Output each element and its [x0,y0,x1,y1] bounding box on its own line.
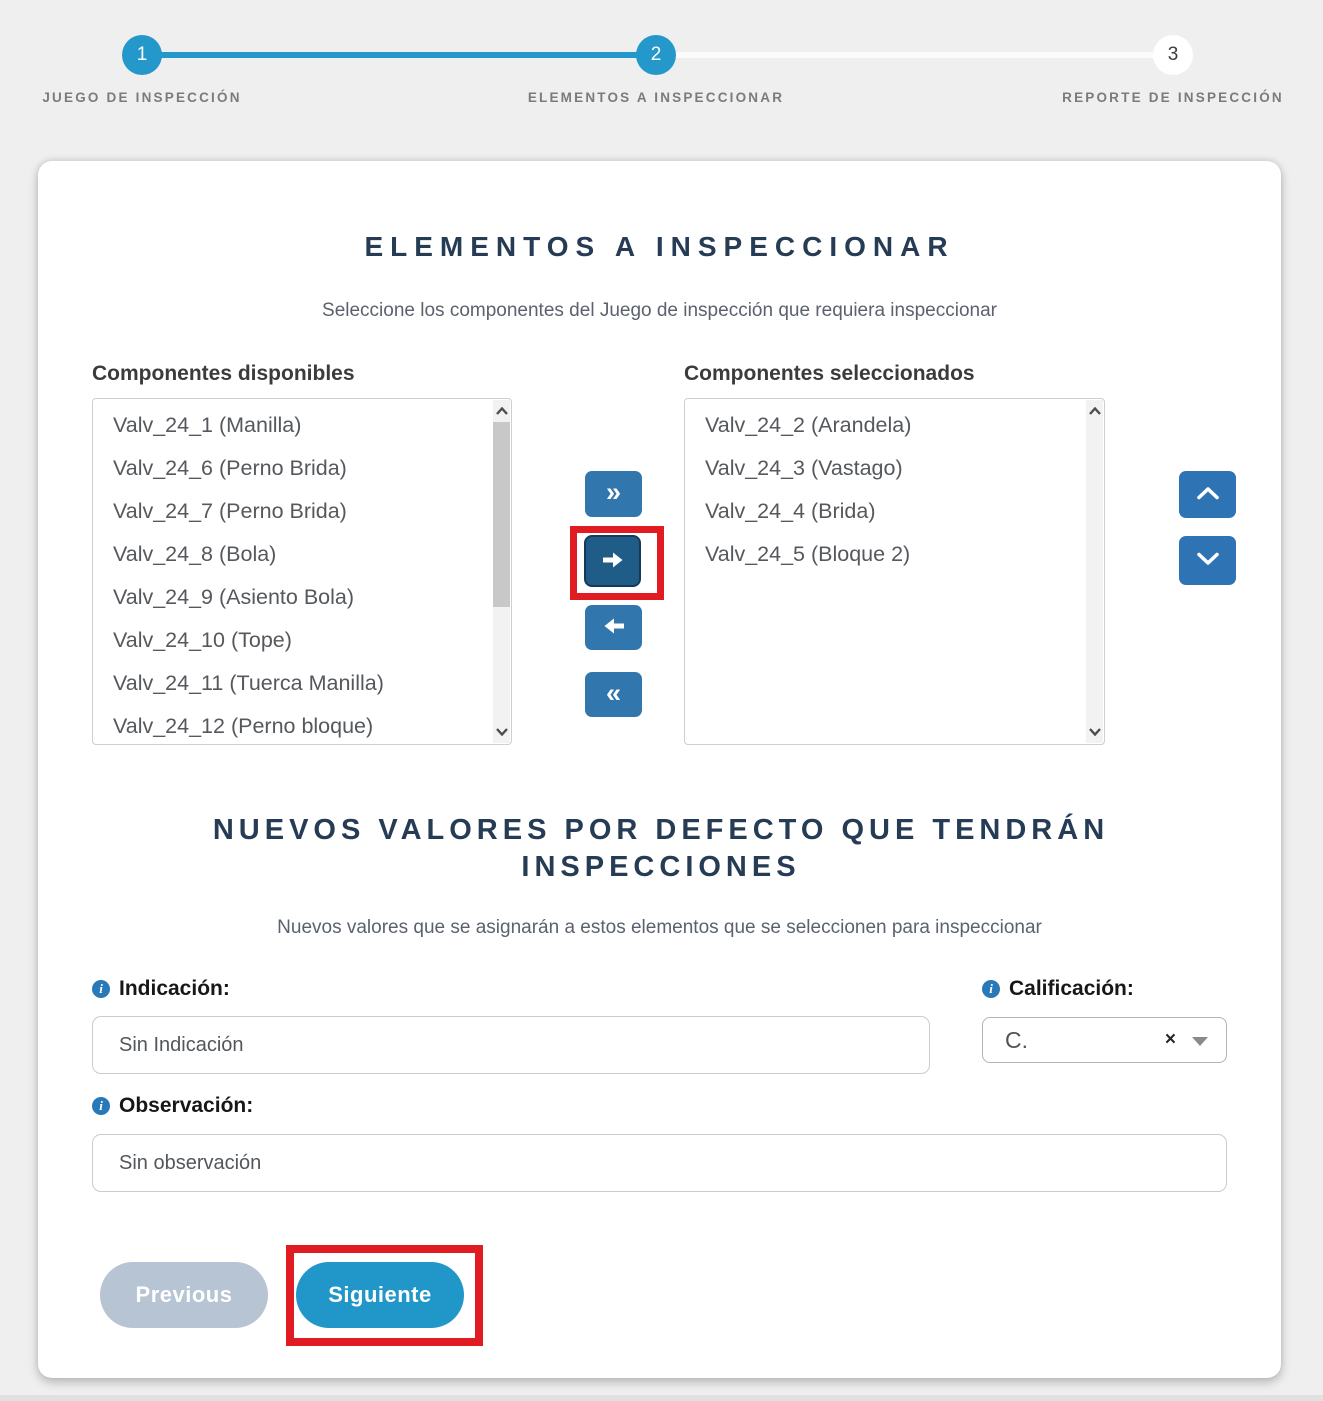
list-item[interactable]: Valv_24_8 (Bola) [113,542,277,566]
list-item[interactable]: Valv_24_10 (Tope) [113,628,292,652]
available-components-listbox[interactable] [92,398,512,745]
step-3-label: REPORTE DE INSPECCIÓN [1062,90,1284,105]
move-all-left-button[interactable] [585,672,642,717]
step-1-number: 1 [136,44,148,65]
page-subtitle: Seleccione los componentes del Juego de inspección que requiera inspeccionar [322,300,997,321]
previous-button[interactable]: Previous [100,1262,268,1328]
wizard-card [38,161,1281,1378]
info-icon[interactable]: i [982,980,1000,998]
dropdown-caret-icon[interactable] [1192,1037,1208,1046]
info-icon[interactable]: i [92,980,110,998]
scrollbar[interactable] [1086,400,1103,743]
page-title: ELEMENTOS A INSPECCIONAR [364,231,955,262]
step-1-circle[interactable] [122,35,162,75]
selected-components-listbox[interactable] [684,398,1105,745]
available-components-label: Componentes disponibles [92,362,355,385]
stepper-connector-todo [656,52,1173,58]
step-3-number: 3 [1167,44,1179,65]
chevron-down-icon [1196,552,1220,569]
scroll-down-icon[interactable] [493,722,510,742]
observacion-label-text: Observación: [119,1094,254,1117]
indicacion-label [92,977,230,1001]
observacion-label [92,1094,253,1118]
clear-selection-icon[interactable]: × [1164,1029,1176,1050]
scroll-up-icon[interactable] [1086,401,1103,421]
step-2-label: ELEMENTOS A INSPECCIONAR [527,90,785,105]
calificacion-selected-value: C. [1005,1027,1028,1053]
list-item[interactable]: Valv_24_2 (Arandela) [705,413,912,437]
list-item[interactable]: Valv_24_7 (Perno Brida) [113,499,347,523]
list-item[interactable]: Valv_24_6 (Perno Brida) [113,456,347,480]
indicacion-input[interactable] [92,1016,930,1074]
calificacion-select[interactable] [982,1017,1227,1063]
stepper-connector-done [142,52,656,58]
siguiente-button[interactable]: Siguiente [296,1262,464,1328]
move-up-button[interactable] [1179,471,1236,518]
calificacion-label-text: Calificación: [1009,977,1134,1000]
indicacion-label-text: Indicación: [119,977,230,1000]
info-icon[interactable]: i [92,1097,110,1115]
move-all-right-button[interactable] [585,471,642,517]
scroll-up-icon[interactable] [493,401,510,421]
page-footer-strip [0,1395,1323,1401]
move-down-button[interactable] [1179,536,1236,585]
arrow-left-icon [601,616,627,639]
move-right-button[interactable] [584,535,641,587]
list-item[interactable]: Valv_24_9 (Asiento Bola) [113,585,355,609]
list-item[interactable]: Valv_24_12 (Perno bloque) [113,714,374,738]
scroll-down-icon[interactable] [1086,722,1103,742]
move-left-button[interactable] [585,605,642,650]
list-item[interactable]: Valv_24_1 (Manilla) [113,413,302,437]
list-item[interactable]: Valv_24_5 (Bloque 2) [705,542,911,566]
list-item[interactable]: Valv_24_4 (Brida) [705,499,876,523]
scrollbar[interactable] [493,400,510,743]
observacion-input[interactable] [92,1134,1227,1192]
chevron-up-icon [1196,486,1220,503]
list-item[interactable]: Valv_24_11 (Tuerca Manilla) [113,671,384,695]
defaults-section-title: NUEVOS VALORES POR DEFECTO QUE TENDRÁN INSPECCIONES [212,814,1110,883]
step-2-number: 2 [650,44,662,65]
defaults-section-subtitle: Nuevos valores que se asignarán a estos elementos que se seleccionen para inspeccionar [277,917,1042,938]
scrollbar-thumb[interactable] [493,422,510,607]
step-1-label: JUEGO DE INSPECCIÓN [42,90,242,105]
calificacion-label [982,977,1134,1001]
arrow-right-icon [600,550,626,573]
step-3-circle[interactable] [1153,35,1193,75]
double-chevron-left-icon: « [605,677,622,708]
double-chevron-right-icon: » [605,477,622,507]
step-2-circle[interactable] [636,35,676,75]
selected-components-label: Componentes seleccionados [684,362,975,385]
list-item[interactable]: Valv_24_3 (Vastago) [705,456,903,480]
